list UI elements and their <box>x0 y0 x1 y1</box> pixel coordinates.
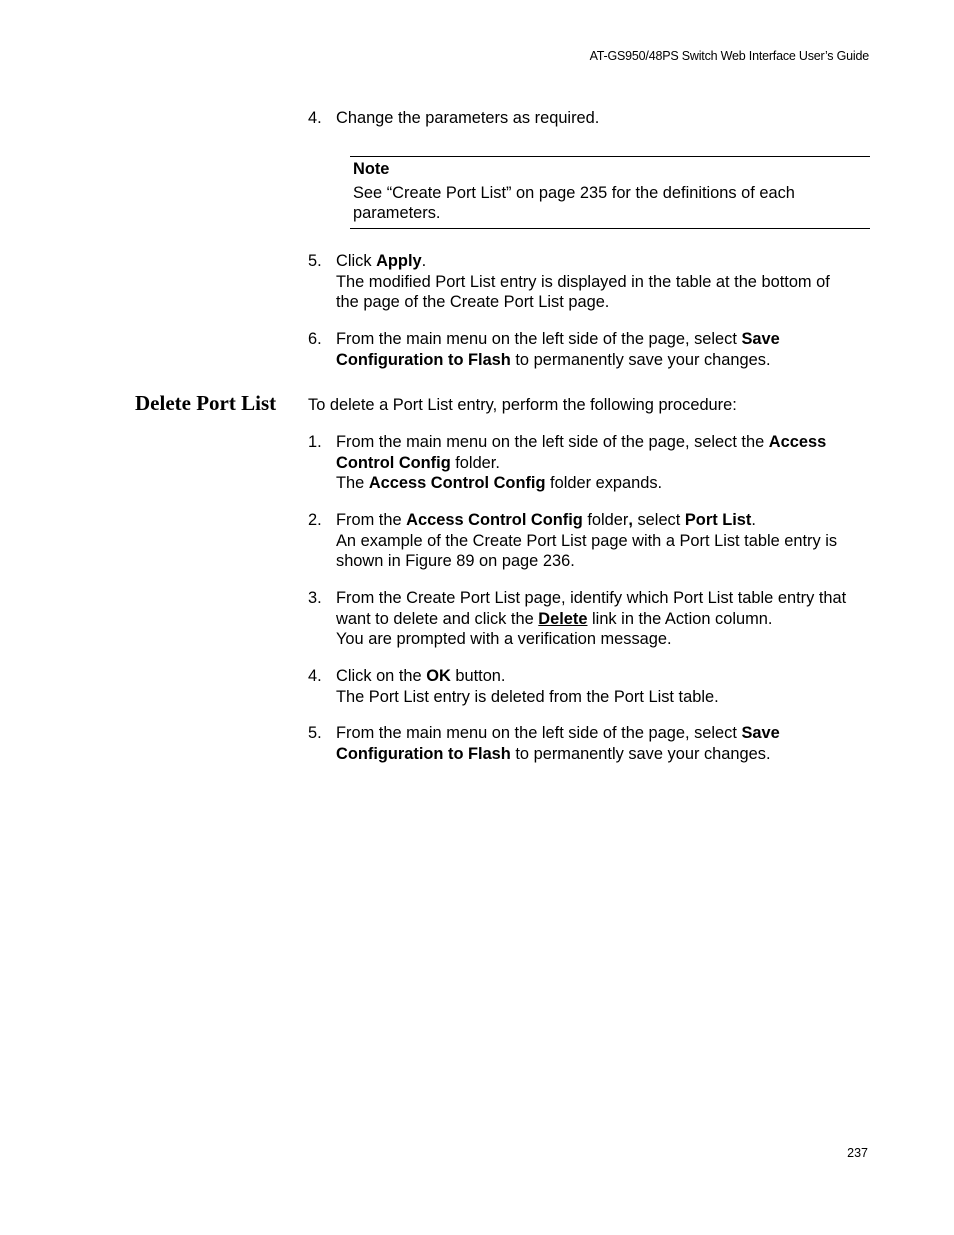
text-run: button. <box>450 667 506 685</box>
bold-access-control-config: Access Control Config <box>406 511 583 529</box>
bold-save: Save <box>741 724 780 742</box>
text-run: want to delete and click the <box>336 609 539 628</box>
bold-save: Save <box>741 330 780 348</box>
step-number: 3. <box>308 589 322 607</box>
step-number: 5. <box>308 252 322 270</box>
text-run: . <box>751 511 756 529</box>
delete-link: Delete <box>538 609 588 628</box>
bold-apply: Apply <box>376 252 422 270</box>
bold-access: Access <box>768 433 827 451</box>
bold-ok: OK <box>426 667 451 685</box>
text-run: From the main menu on the left side of the page, select <box>336 724 742 742</box>
delete-step-4 <box>308 666 874 707</box>
text-run: . <box>421 252 427 270</box>
step-number: 6. <box>308 330 322 348</box>
running-header: AT-GS950/48PS Switch Web Interface User’s Guide <box>589 49 869 63</box>
edit-step-5 <box>308 251 874 313</box>
note-title: Note <box>353 160 390 178</box>
text-line: shown in Figure 89 on page 236. <box>336 552 575 570</box>
text-run: folder expands. <box>545 474 663 492</box>
text-run: to permanently save your changes. <box>510 350 771 369</box>
text-line: The modified Port List entry is displayed in the table at the bottom of <box>336 272 830 291</box>
bold-port-list: Port List <box>684 511 752 529</box>
step-text <box>336 723 874 764</box>
delete-step-2 <box>308 510 874 572</box>
edit-step-4 <box>308 108 874 129</box>
step-text <box>336 329 874 370</box>
text-line: From the Create Port List page, identify which Port List table entry that <box>336 589 847 607</box>
text-line: The Port List entry is deleted from the Port List table. <box>336 687 719 706</box>
step-text <box>336 432 874 494</box>
step-text <box>336 666 874 707</box>
note-text <box>353 183 870 224</box>
text-run: select <box>632 511 685 529</box>
section-intro: To delete a Port List entry, perform the following procedure: <box>308 396 737 414</box>
step-text <box>336 510 874 572</box>
text-run: From the main menu on the left side of the page, select the <box>336 433 769 451</box>
text-run: The <box>336 474 369 492</box>
text-run: From the <box>336 511 407 529</box>
step-number: 4. <box>308 667 322 685</box>
delete-step-1 <box>308 432 874 494</box>
bold-configuration-to-flash: Configuration to Flash <box>336 744 511 763</box>
text-run: Click on the <box>336 667 427 685</box>
text-run: From the main menu on the left side of the page, select <box>336 330 742 348</box>
bold-control-config: Control Config <box>336 453 451 472</box>
step-text <box>336 251 874 313</box>
step-text <box>336 588 874 650</box>
page-number: 237 <box>847 1146 868 1160</box>
bold-access-control-config: Access Control Config <box>368 474 546 492</box>
text-run: folder <box>582 511 629 529</box>
text-line: An example of the Create Port List page with a Port List table entry is <box>336 531 838 550</box>
text-line: the page of the Create Port List page. <box>336 293 610 311</box>
delete-step-5 <box>308 723 874 764</box>
step-number: 2. <box>308 511 322 529</box>
step-text: Change the parameters as required. <box>336 109 600 127</box>
step-number: 1. <box>308 433 322 451</box>
note-line-1: See “Create Port List” on page 235 for the definitions of each <box>353 183 795 202</box>
bold-comma: , <box>628 511 633 529</box>
text-run: to permanently save your changes. <box>510 744 771 763</box>
step-number: 5. <box>308 724 322 742</box>
section-heading: Delete Port List <box>135 391 277 415</box>
text-run: folder. <box>450 453 500 472</box>
text-run: Click <box>336 252 377 270</box>
text-line: You are prompted with a verification message. <box>336 630 672 648</box>
note-box <box>350 156 870 229</box>
note-line-2: parameters. <box>353 204 441 222</box>
delete-step-3 <box>308 588 874 650</box>
edit-step-6 <box>308 329 874 370</box>
text-run: link in the Action column. <box>587 609 773 628</box>
step-number: 4. <box>308 109 322 127</box>
bold-configuration-to-flash: Configuration to Flash <box>336 350 511 369</box>
